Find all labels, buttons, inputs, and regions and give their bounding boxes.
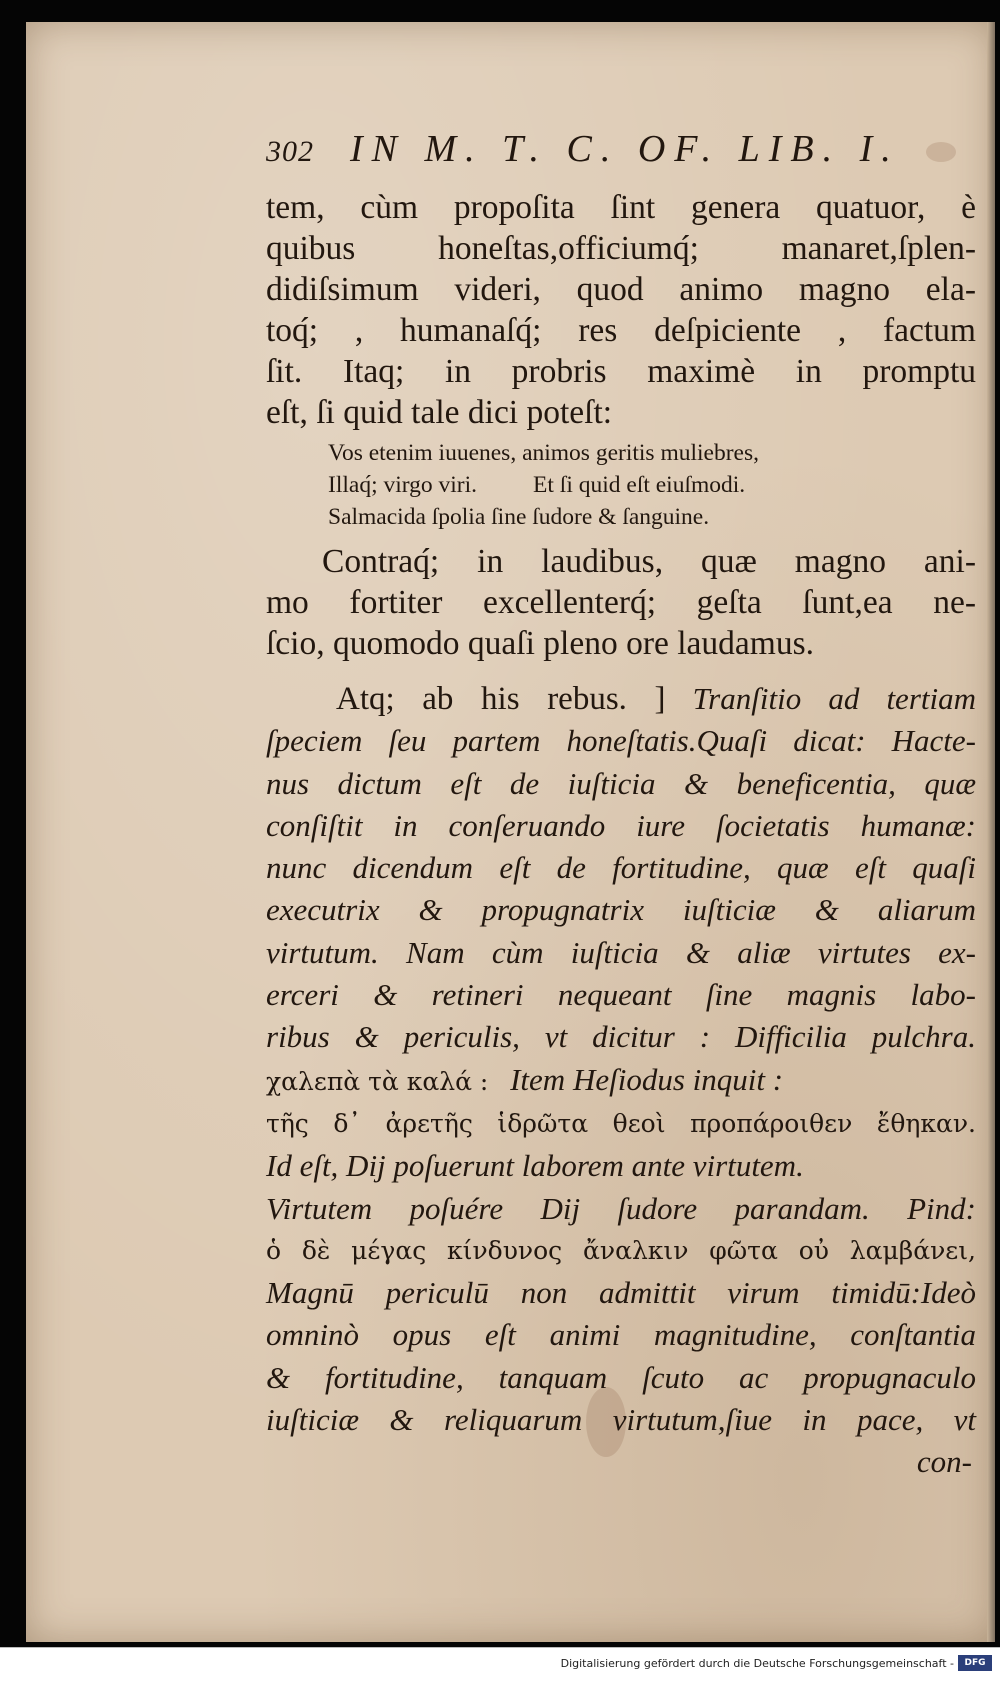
body-line: quibus honeſtas,officiumq́; manaret,ſplen-	[266, 230, 976, 267]
body-paragraph-1	[266, 187, 976, 433]
commentary-line: executrix & propugnatrix iuſticiæ & aliarum	[266, 892, 976, 928]
commentary-line: ſpeciem ſeu partem honeſtatis.Quaſi dicat: Hacte-	[266, 723, 976, 759]
body-line	[266, 541, 976, 582]
body-line: didiſsimum videri, quod animo magno ela-	[266, 271, 976, 308]
dfg-logo: DFG	[958, 1655, 992, 1671]
body-line: tem, cùm propoſita ſint genera quatuor, è	[266, 189, 976, 226]
commentary-line: conſiſtit in conſeruando iure ſocietatis humanæ:	[266, 807, 976, 843]
commentary-line: nus dictum eſt de iuſticia & beneficentia, quæ	[266, 765, 976, 801]
body-line: ſcio, quomodo quaſi pleno ore laudamus.	[266, 625, 814, 662]
commentary-line: Magnū periculū non admittit virum timidū:Ideò	[266, 1275, 976, 1311]
verse-line: Vos etenim iuuenes, animos geritis muliebres,	[328, 440, 759, 466]
commentary-line: Id eſt, Dij poſuerunt laborem ante virtutem.	[266, 1148, 804, 1184]
greek-quotation: τῆς δ᾽ ἀρετῆς ἱδρῶτα θεοὶ προπάροιθεν ἔθηκαν.	[266, 1108, 976, 1138]
verse-quotation	[266, 437, 976, 533]
body-line: mo fortiter excellenterq́; geſta ſunt,ea ne-	[266, 584, 976, 621]
commentary-line: iuſticiæ & reliquarum virtutum,ſiue in pace, vt	[266, 1402, 976, 1438]
body-paragraph-2	[266, 541, 976, 664]
pindar-reference: Pind:	[907, 1190, 976, 1226]
commentary-line: erceri & retineri nequeant ſine magnis labo-	[266, 977, 976, 1013]
footer-credit: Digitalisierung gefördert durch die Deutsche Forschungsgemeinschaft -	[560, 1657, 954, 1670]
book-page	[26, 22, 995, 1642]
text-block	[266, 127, 976, 1484]
greek-quotation: χαλεπὰ τὰ καλά :	[266, 1066, 489, 1096]
page-number: 302	[266, 135, 314, 168]
running-title: IN M. T. C. OF. LIB. I.	[350, 128, 900, 170]
commentary	[266, 678, 976, 1484]
digitization-footer	[0, 1647, 1000, 1681]
verse-fragment: Et ſi quid eſt eiuſmodi.	[533, 472, 746, 498]
body-line-text: Contraq́; in laudibus, quæ magno ani-	[322, 543, 976, 580]
commentary-line: & fortitudine, tanquam ſcuto ac propugnaculo	[266, 1359, 976, 1395]
commentary-line: ribus & periculis, vt dicitur : Difficilia pulchra.	[266, 1019, 976, 1055]
verse-fragment: Illaq́; virgo viri.	[328, 472, 478, 498]
commentary-line	[266, 1188, 976, 1230]
commentary-line: nunc dicendum eſt de fortitudine, quæ eſt quaſi	[266, 850, 976, 886]
commentary-text: Tranſitio ad tertiam	[692, 681, 976, 716]
catchword: con-	[916, 1444, 972, 1480]
verse-line: Salmacida ſpolia ſine ſudore & ſanguine.	[328, 504, 710, 530]
body-line: toq́; , humanaſq́; res deſpiciente , factum	[266, 312, 976, 349]
body-line: eſt, ſi quid tale dici poteſt:	[266, 394, 613, 431]
running-header	[266, 127, 976, 187]
commentary-line: omninò opus eſt animi magnitudine, conſtantia	[266, 1317, 976, 1353]
page-edge	[987, 22, 995, 1642]
commentary-line	[266, 678, 976, 720]
verse-line	[328, 469, 976, 501]
lemma: Atq; ab his rebus. ]	[336, 681, 666, 717]
commentary-text: Virtutem poſuére Dij ſudore parandam.	[266, 1190, 870, 1226]
commentary-line: virtutum. Nam cùm iuſticia & aliæ virtutes ex-	[266, 934, 976, 970]
body-line: ſit. Itaq; in probris maximè in promptu	[266, 353, 976, 390]
commentary-line	[266, 1059, 976, 1103]
commentary-text: Item Heſiodus inquit :	[510, 1061, 784, 1097]
greek-quotation: ὁ δὲ μέγας κίνδυνος ἄναλκιν φῶτα οὐ λαμβάνει,	[266, 1235, 976, 1265]
